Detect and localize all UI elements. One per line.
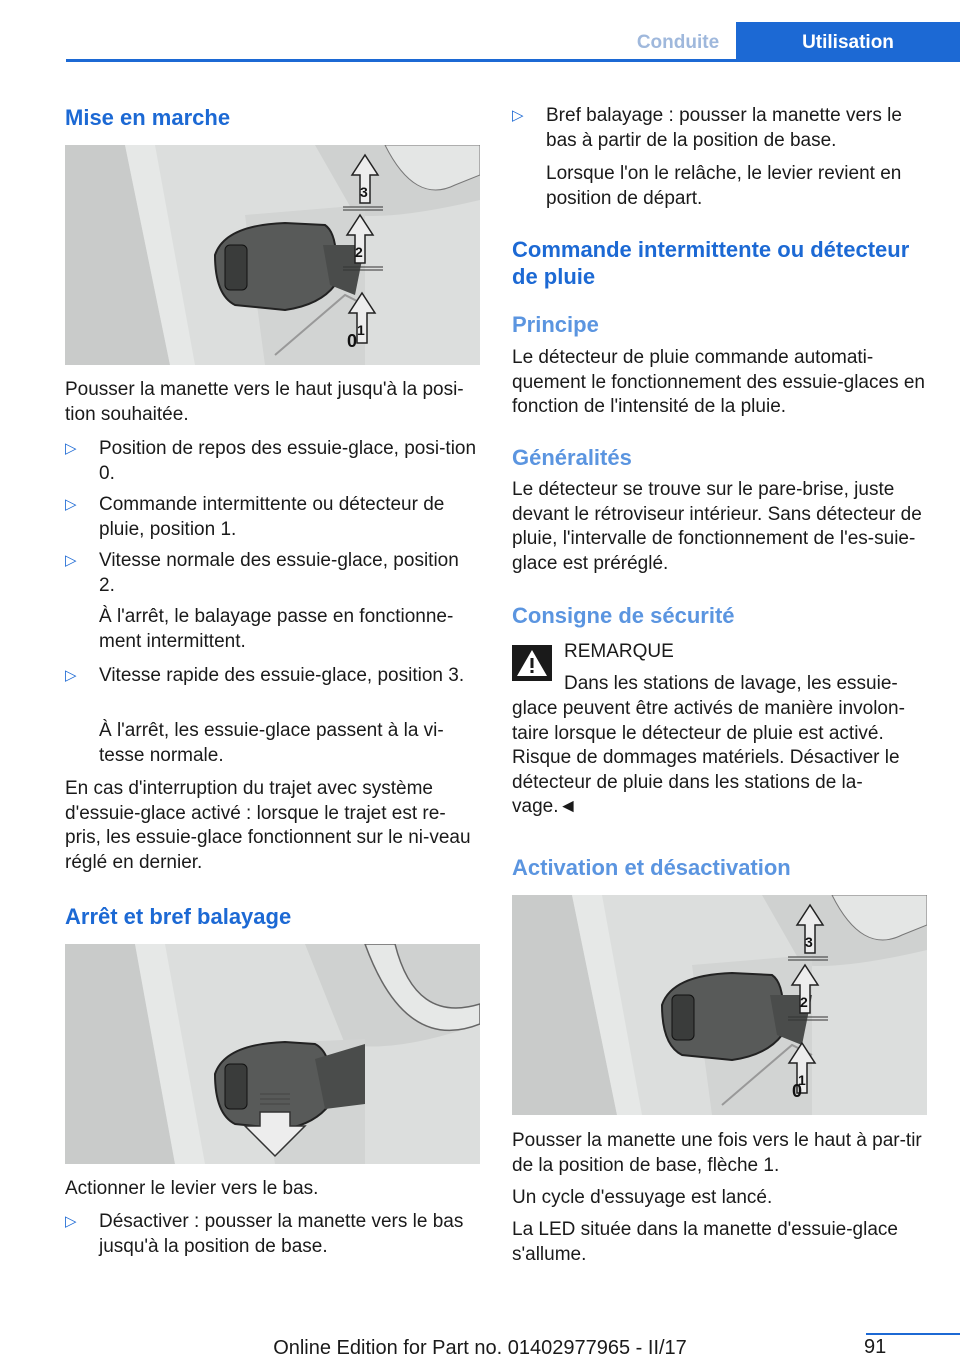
fig1-label-2: 2 — [355, 244, 363, 260]
list-item: ▷ Vitesse normale des essuie-glace, position 2. — [65, 550, 459, 596]
subtitle-generalites: Généralités — [512, 445, 632, 470]
paragraph-cycle: Un cycle d'essuyage est lancé. — [512, 1187, 773, 1208]
header-rule — [66, 59, 960, 62]
list-item-note: Lorsque l'on le relâche, le levier revient en position de départ. — [546, 163, 902, 209]
warning-triangle-icon — [512, 645, 552, 681]
subtitle-principe: Principe — [512, 312, 599, 337]
paragraph-interruption: En cas d'interruption du trajet avec système d'essuie-glace activé : lorsque le trajet est re-pris, les essuie-glace fonctionnent sur le ni-veau réglé en dernier. — [65, 778, 471, 873]
fig1-label-1: 1 — [357, 322, 365, 338]
fig3-label-3: 3 — [805, 934, 813, 950]
paragraph-principe: Le détecteur de pluie commande automati-quement le fonctionnement des essuie-glaces en fonction de l'intensité de la pluie. — [512, 347, 925, 417]
fig1-label-0: 0 — [347, 331, 358, 351]
list-item-note: À l'arrêt, les essuie-glace passent à la vi-tesse normale. — [99, 720, 444, 766]
warning-text: glace peuvent être activés de manière involon-taire lorsque le détecteur de pluie est activé. Risque de dommages matériels. Désactiver le détecteur de pluie dans les stations de la-vage.◄ — [512, 698, 905, 817]
warning-first-line: Dans les stations de lavage, les essuie- — [564, 673, 898, 694]
fig1-label-3: 3 — [360, 184, 368, 200]
figure-wiper-stalk-up — [65, 145, 480, 365]
paragraph-push-once: Pousser la manette une fois vers le haut à par-tir de la position de base, flèche 1. — [512, 1130, 922, 1176]
triangle-bullet-icon: ▷ — [65, 440, 77, 457]
tab-conduite[interactable]: Conduite — [620, 22, 736, 62]
paragraph-led: La LED située dans la manette d'essuie-glace s'allume. — [512, 1219, 898, 1265]
list-item: ▷ Commande intermittente ou détecteur de pluie, position 1. — [65, 494, 445, 540]
triangle-bullet-icon: ▷ — [65, 552, 77, 569]
triangle-bullet-icon: ▷ — [65, 1213, 77, 1230]
edition-text: Online Edition for Part no. 01402977965 - II/17 — [273, 1337, 687, 1359]
tab-utilisation[interactable]: Utilisation — [736, 22, 960, 62]
section-title-commande: Commande intermittente ou détecteur de pluie — [512, 237, 910, 289]
fig3-label-0: 0 — [792, 1081, 803, 1101]
paragraph-push-up: Pousser la manette vers le haut jusqu'à la posi-tion souhaitée. — [65, 379, 464, 425]
subtitle-consigne: Consigne de sécurité — [512, 603, 735, 628]
footer-rule — [866, 1333, 960, 1335]
subtitle-activation: Activation et désactivation — [512, 855, 791, 880]
section-title-arret: Arrêt et bref balayage — [65, 904, 292, 929]
triangle-bullet-icon: ▷ — [65, 667, 77, 684]
figure-wiper-stalk-activation — [512, 895, 927, 1115]
triangle-bullet-icon: ▷ — [65, 496, 77, 513]
list-item: ▷ Vitesse rapide des essuie-glace, position 3. — [65, 664, 479, 689]
warning-label: REMARQUE — [564, 641, 674, 662]
fig3-label-2: 2 — [800, 994, 808, 1010]
page-header — [66, 22, 960, 62]
list-item: ▷ Bref balayage : pousser la manette vers le bas à partir de la position de base. — [512, 105, 902, 151]
list-item-note: À l'arrêt, le balayage passe en fonctionne-ment intermittent. — [99, 606, 454, 652]
list-item: ▷ Position de repos des essuie-glace, posi-tion 0. — [65, 438, 477, 484]
triangle-bullet-icon: ▷ — [512, 107, 524, 124]
paragraph-lever-down: Actionner le levier vers le bas. — [65, 1178, 319, 1199]
section-title-mise-en-marche: Mise en marche — [65, 105, 231, 130]
page-number: 91 — [864, 1336, 887, 1358]
fig3-label-1: 1 — [798, 1072, 806, 1088]
figure-wiper-stalk-down — [65, 944, 480, 1164]
list-item: ▷ Désactiver : pousser la manette vers le bas jusqu'à la position de base. — [65, 1211, 464, 1257]
paragraph-generalites: Le détecteur se trouve sur le pare-brise, juste devant le rétroviseur intérieur. Sans détecteur de pluie, l'intervalle de fonctionnement de l'es-suie-glace est préréglé. — [512, 479, 922, 574]
